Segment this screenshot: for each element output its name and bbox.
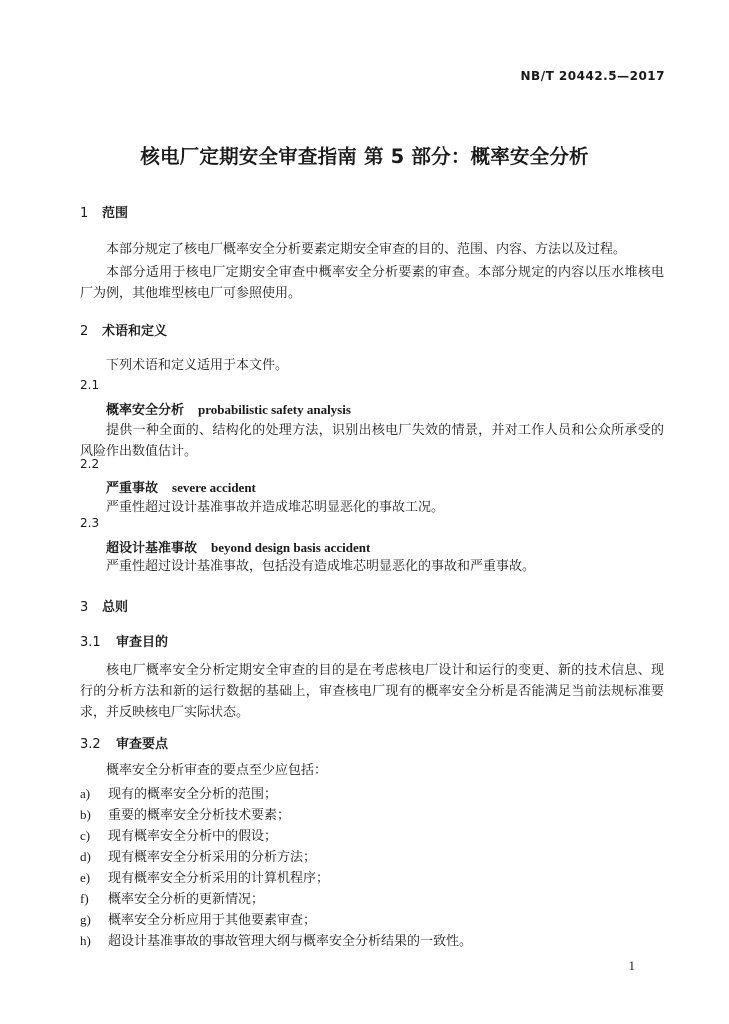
term-number: 2.3 [80,516,100,530]
list-marker: g) [80,912,91,927]
list-marker: e) [80,870,91,885]
term-number: 2.1 [80,378,100,392]
term-en: severe accident [172,480,256,495]
subsection-title: 审查要点 [116,737,169,752]
term-en: probabilistic safety analysis [198,402,351,417]
list-text: 概率安全分析应用于其他要素审查； [108,913,317,928]
list-item [80,930,472,949]
subsection-number: 3.2 [80,737,101,752]
list-marker: f) [80,891,89,906]
section-number: 1 [80,206,89,221]
scope-paragraph-1: 本部分规定了核电厂概率安全分析要素定期安全审查的目的、范围、内容、方法以及过程。 [106,242,627,257]
section-1-heading [80,202,128,221]
list-text: 现有概率安全分析中的假设； [108,829,278,844]
section-3-heading [80,596,128,615]
terms-intro: 下列术语和定义适用于本文件。 [106,358,289,373]
list-text: 现有概率安全分析采用的计算机程序； [108,871,330,886]
subsection-3-1-heading [80,631,168,650]
list-text: 概率安全分析的更新情况； [108,892,265,907]
list-text: 现有的概率安全分析的范围； [108,787,278,802]
list-item [80,867,329,886]
term-definition: 严重性超过设计基准事故并造成堆芯明显恶化的事故工况。 [106,500,445,515]
term-heading [106,537,370,556]
term-heading [106,477,256,496]
list-marker: a) [80,786,91,801]
list-item [80,825,277,844]
review-purpose-paragraph: 核电厂概率安全分析定期安全审查的目的是在考虑核电厂设计和运行的变更、新的技术信息、现行的分析方法和新的运行数据的基础上，审查核电厂现有的概率安全分析是否能满足当前法规标准要求，并反映核电厂实际状态。 [80,663,664,720]
list-item [80,888,264,907]
list-marker: d) [80,849,91,864]
term-number: 2.2 [80,457,100,471]
section-number: 2 [80,324,89,339]
standard-code: NB/T 20442.5—2017 [520,69,665,83]
section-2-heading [80,320,167,339]
term-heading [106,399,351,418]
section-number: 3 [80,600,89,615]
subsection-title: 审查目的 [116,635,169,650]
page-number: 1 [628,958,635,973]
list-marker: b) [80,807,91,822]
list-marker: h) [80,933,91,948]
list-item [80,846,316,865]
subsection-number: 3.1 [80,635,101,650]
term-zh: 严重事故 [106,481,159,496]
list-text: 重要的概率安全分析技术要素； [108,808,291,823]
term-definition: 提供一种全面的、结构化的处理方法，识别出核电厂失效的情景，并对工作人员和公众所承受的风险作出数值估计。 [80,423,664,459]
list-item [80,804,290,823]
review-points-intro: 概率安全分析审查的要点至少应包括： [106,763,328,778]
list-item [80,909,316,928]
list-item [80,783,277,802]
list-text: 现有概率安全分析采用的分析方法； [108,850,317,865]
section-title: 术语和定义 [102,324,168,339]
list-marker: c) [80,828,91,843]
subsection-3-2-heading [80,733,168,752]
scope-paragraph-2: 本部分适用于核电厂定期安全审查中概率安全分析要素的审查。本部分规定的内容以压水堆核电厂为例，其他堆型核电厂可参照使用。 [80,265,664,301]
list-text: 超设计基准事故的事故管理大纲与概率安全分析结果的一致性。 [108,934,473,949]
term-en: beyond design basis accident [211,540,371,555]
section-title: 范围 [102,206,129,221]
document-title: 核电厂定期安全审查指南 第 5 部分：概率安全分析 [140,145,589,168]
term-zh: 超设计基准事故 [106,541,198,556]
section-title: 总则 [102,600,129,615]
term-zh: 概率安全分析 [106,403,185,418]
term-definition: 严重性超过设计基准事故，包括没有造成堆芯明显恶化的事故和严重事故。 [106,559,536,574]
